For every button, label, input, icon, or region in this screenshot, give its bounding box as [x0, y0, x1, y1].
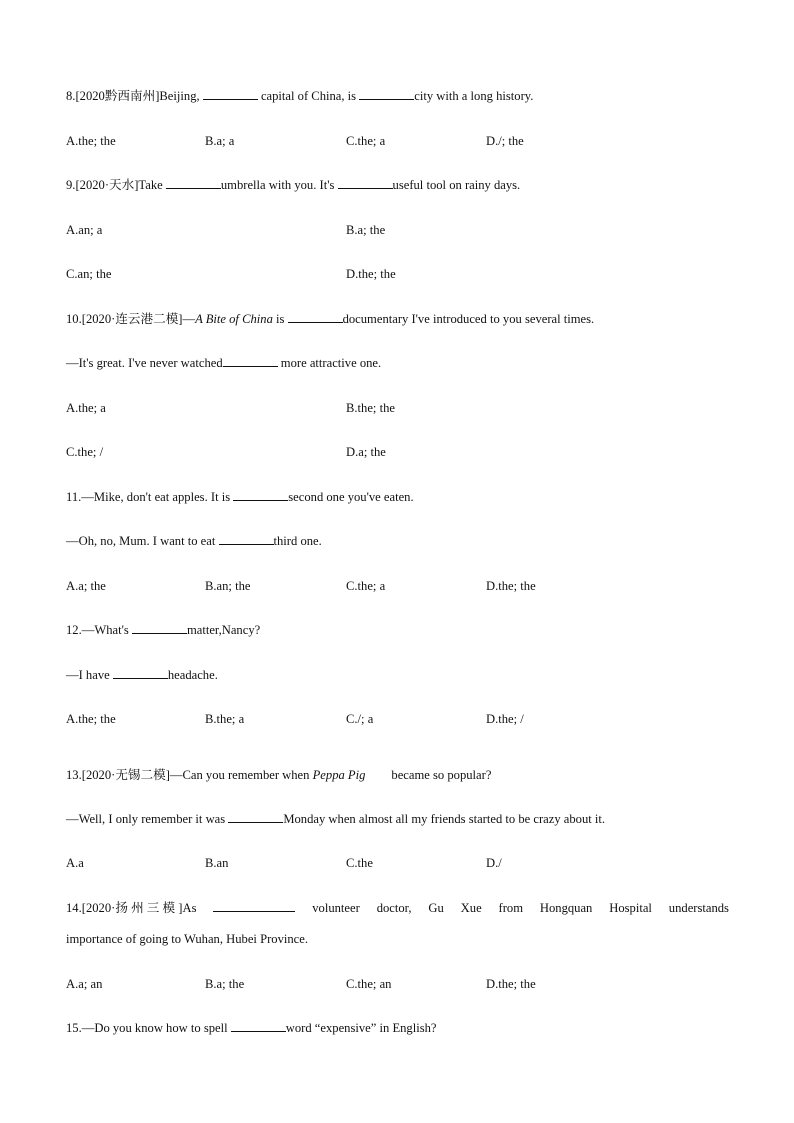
question-13-reply: —Well, I only remember it was Monday when almost all my friends started to be crazy about it. — [66, 812, 606, 826]
question-source-tag: [2020·天水] — [75, 178, 139, 192]
option-b: B.the; the — [346, 401, 395, 415]
question-source-tag: [2020·连云港二模] — [81, 312, 183, 326]
option-c: C.the; a — [346, 579, 386, 593]
answer-blank — [213, 900, 295, 912]
question-number: 14 — [66, 901, 79, 915]
answer-blank — [113, 667, 168, 679]
answer-blank — [231, 1020, 286, 1032]
option-d: D./; the — [486, 134, 524, 148]
question-11-reply: —Oh, no, Mum. I want to eat third one. — [66, 534, 322, 548]
option-a: A.the; a — [66, 401, 106, 415]
question-number: 9 — [66, 178, 73, 192]
option-d: D.the; / — [486, 712, 524, 726]
answer-blank — [203, 88, 258, 100]
option-d: D.the; the — [486, 977, 536, 991]
title-italic: Peppa Pig — [312, 768, 366, 782]
option-b: B.a; the — [346, 223, 386, 237]
answer-blank — [166, 177, 221, 189]
question-15-stem: 15.—Do you know how to spell word “expensive” in English? — [66, 1021, 437, 1035]
question-12-stem: 12.—What's matter,Nancy? — [66, 623, 261, 637]
option-a: A.a; the — [66, 579, 106, 593]
question-number: 13 — [66, 768, 79, 782]
question-source-tag: [2020·无锡二模] — [81, 768, 170, 782]
question-11-stem: 11.—Mike, don't eat apples. It is second one you've eaten. — [66, 490, 414, 504]
answer-blank — [223, 355, 278, 367]
option-c: C./; a — [346, 712, 374, 726]
option-a: A.a; an — [66, 977, 103, 991]
question-14-continuation: importance of going to Wuhan, Hubei Province. — [66, 932, 308, 946]
question-number: 15 — [66, 1021, 79, 1035]
option-b: B.the; a — [205, 712, 245, 726]
answer-blank — [233, 489, 288, 501]
option-d: D.a; the — [346, 445, 386, 459]
question-8-stem: 8.[2020黔西南州]Beijing, capital of China, is city with a long history. — [66, 89, 534, 103]
option-c: C.the — [346, 856, 373, 870]
question-12-reply: —I have headache. — [66, 668, 218, 682]
option-c: C.an; the — [66, 267, 112, 281]
question-number: 12 — [66, 623, 79, 637]
question-9-stem: 9.[2020·天水]Take umbrella with you. It's useful tool on rainy days. — [66, 178, 521, 192]
question-14-stem: 14.[2020·扬 州 三 模 ]As volunteer doctor, Gu Xue from Hongquan Hospital understands — [66, 901, 729, 915]
question-number: 8 — [66, 89, 73, 103]
option-c: C.the; / — [66, 445, 104, 459]
option-d: D.the; the — [346, 267, 396, 281]
answer-blank — [288, 311, 343, 323]
option-c: C.the; a — [346, 134, 386, 148]
option-a: A.the; the — [66, 134, 116, 148]
answer-blank — [359, 88, 414, 100]
answer-blank — [219, 533, 274, 545]
option-d: D.the; the — [486, 579, 536, 593]
option-a: A.the; the — [66, 712, 116, 726]
option-b: B.an — [205, 856, 229, 870]
answer-blank — [228, 811, 283, 823]
question-number: 11 — [66, 490, 79, 504]
title-italic: A Bite of China — [195, 312, 273, 326]
question-source-tag: [2020黔西南州] — [75, 89, 160, 103]
option-d: D./ — [486, 856, 502, 870]
question-number: 10 — [66, 312, 79, 326]
question-10-stem: 10.[2020·连云港二模]—A Bite of China is documentary I've introduced to you several times. — [66, 312, 595, 326]
option-b: B.a; a — [205, 134, 235, 148]
answer-blank — [132, 622, 187, 634]
answer-blank — [338, 177, 393, 189]
question-13-stem: 13.[2020·无锡二模]—Can you remember when Peppa Pig became so popular? — [66, 768, 492, 782]
option-b: B.a; the — [205, 977, 245, 991]
option-a: A.a — [66, 856, 84, 870]
option-a: A.an; a — [66, 223, 103, 237]
question-source-tag: [2020·扬 州 三 模 ] — [81, 901, 183, 915]
question-10-reply: —It's great. I've never watched more attractive one. — [66, 356, 382, 370]
option-c: C.the; an — [346, 977, 392, 991]
option-b: B.an; the — [205, 579, 251, 593]
